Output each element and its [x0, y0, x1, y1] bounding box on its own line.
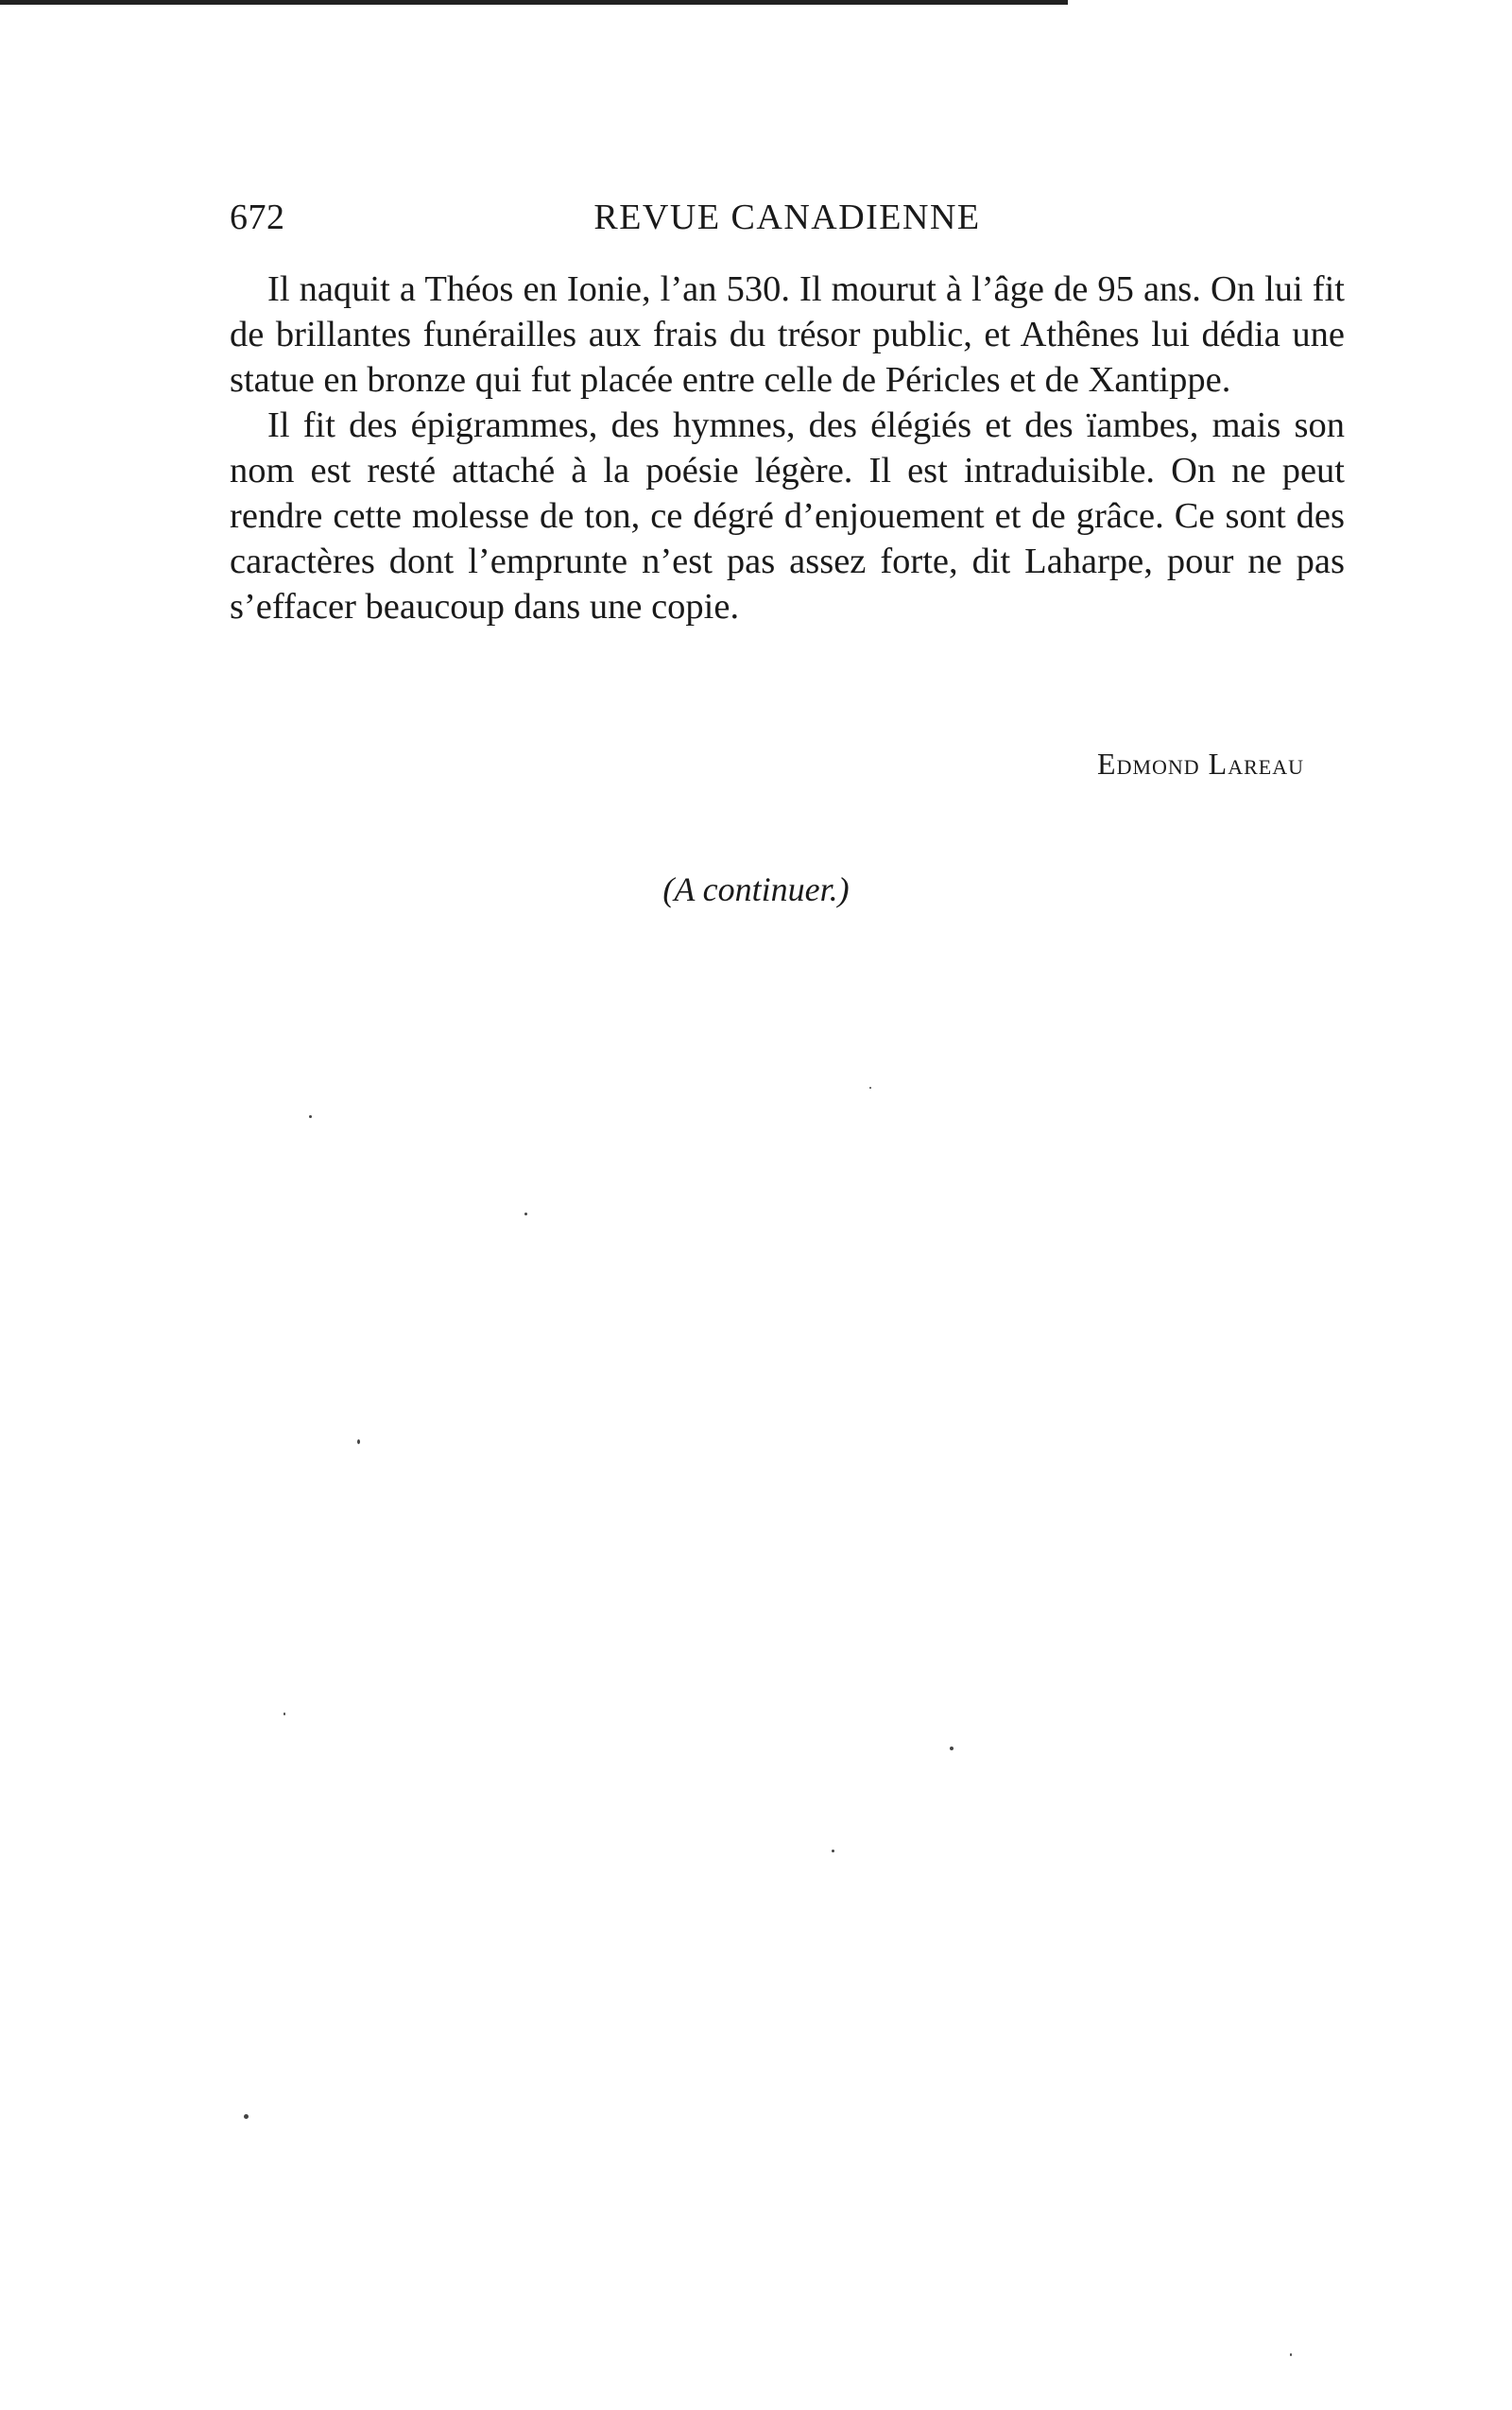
- page-number: 672: [230, 198, 285, 237]
- scan-speck: [357, 1439, 360, 1444]
- scan-speck: [524, 1213, 527, 1215]
- scan-speck: [309, 1115, 312, 1118]
- running-title: REVUE CANADIENNE: [593, 198, 981, 237]
- article-body: [230, 267, 1345, 629]
- continuation-note: (A continuer.): [662, 870, 850, 908]
- scan-speck: [284, 1713, 285, 1715]
- page-top-rule: [0, 0, 1068, 5]
- paragraph-2: Il fit des épigrammes, des hymnes, des élégiés et des ïambes, mais son nom est resté attaché à la poésie légère. Il est intraduisible. On ne peut rendre cette molesse de ton, ce dégré d’enjouement et de grâce. Ce sont des caractères dont l’emprunte n’est pas assez forte, dit Laharpe, pour ne pas s’effacer beaucoup dans une copie.: [230, 405, 1345, 627]
- scan-speck: [832, 1850, 834, 1852]
- scan-speck: [869, 1087, 871, 1089]
- page-header: [230, 197, 1345, 244]
- scan-speck: [1290, 2353, 1292, 2356]
- paragraph-1: Il naquit a Théos en Ionie, l’an 530. Il mourut à l’âge de 95 ans. On lui fit de brillantes funérailles aux frais du trésor public, et Athênes lui dédia une statue en bronze qui fut placée entre celle de Péricles et de Xantippe.: [230, 269, 1345, 400]
- scan-speck: [244, 2114, 249, 2119]
- author-signature: Edmond Lareau: [1097, 747, 1304, 781]
- scan-speck: [950, 1747, 954, 1750]
